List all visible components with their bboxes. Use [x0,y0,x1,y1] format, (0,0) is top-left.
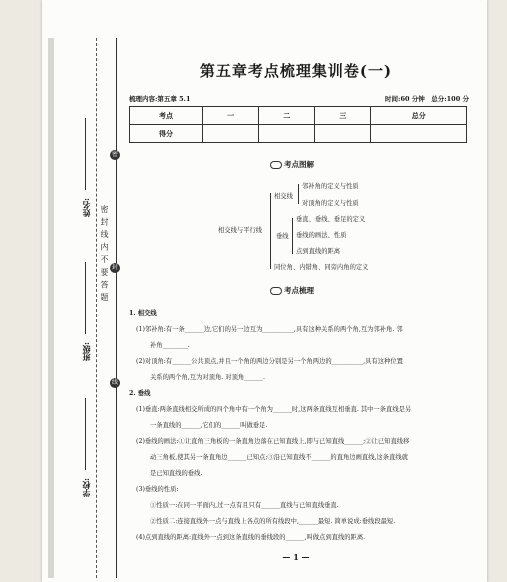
question-line: (2)垂线的画法:①让直角三角板的一条直角边落在已知直线上,即与已知直线______;②让已知直线移 [136,438,410,445]
school-label: 学校: [81,478,91,497]
page-number: — 1 — [282,552,310,562]
tree-brace [292,218,293,254]
tree-leaf: 垂线的画法、性质 [296,232,347,239]
question-line: ①性质一:在同一平面内,过一点有且只有______直线与已知直线垂直. [150,502,339,509]
tree-node-perpendicular: 垂线 [276,233,289,240]
question-line: 是已知直线的垂线. [150,470,203,477]
score-header-cell: 一 [203,107,259,125]
topic-heading-intersecting: 1. 相交线 [129,310,157,317]
seal-mark-1: 密 [111,151,118,158]
name-label: 姓名: [81,198,91,217]
tree-root: 相交线与平行线 [218,227,263,234]
tree-leaf: 邻补角的定义与性质 [302,183,359,190]
question-line: 关系的两个角,互为对顶角. 对顶角______. [150,374,266,381]
section-review-text: 考点梳理 [284,286,314,295]
score-cell[interactable] [203,125,259,143]
tree-brace [270,193,271,269]
tree-leaf: 点到直线的距离 [296,248,341,255]
question-line: 补角________. [150,342,190,349]
tree-leaf: 对顶角的定义与性质 [302,200,359,207]
name-field[interactable] [85,118,86,190]
score-cell[interactable] [259,125,315,143]
question-line: (2)对顶角:有______公共顶点,并且一个角的两边分别是另一个角两边的__________,具有这种位置 [136,358,403,365]
section-diagram-heading [270,159,314,170]
score-cell[interactable] [371,125,467,143]
topic-heading-perpendicular: 2. 垂线 [129,390,151,397]
cut-line [96,38,97,578]
meta-row [129,94,469,103]
question-line: (4)点到直线的距离:直线外一点到这条直线的垂线段的______,叫做点到直线的距离. [136,534,366,541]
binding-gutter [48,38,54,578]
question-line: (1)邻补角:有一条______边,它们的另一边互为__________,具有这种关系的两个角,互为邻补角. 邻 [136,326,403,333]
section-badge-icon [270,161,282,169]
seal-mark-2: 封 [111,264,118,271]
section-review-heading [270,285,314,296]
score-table [129,106,467,143]
question-line: ②性质二:连接直线外一点与直线上各点的所有线段中,______最短. 简单说成:垂线段最短. [150,518,396,525]
score-header-cell: 总分 [371,107,467,125]
tree-brace [298,184,299,204]
school-field[interactable] [85,398,86,470]
seal-line [116,38,117,578]
page-title: 第五章考点梳理集训卷(一) [199,62,393,80]
review-scope: 梳理内容:第五章 5.1 [129,95,191,103]
no-answer-warning: 密 封 线 内 不 要 答 题 [100,205,109,302]
question-line: (1)垂直:两条直线相交所成的四个角中有一个角为______时,这两条直线互相垂直. 其中一条直线是另 [136,406,412,413]
section-badge-icon [270,287,282,295]
section-diagram-text: 考点图解 [284,160,314,169]
tree-node-intersecting: 相交线 [274,193,293,200]
time-and-total: 时间:60 分钟 总分:100 分 [385,95,469,103]
score-row [130,125,467,143]
score-cell[interactable] [315,125,371,143]
question-line: 一条直线的______,它们的______叫做垂足. [150,422,268,429]
class-field[interactable] [85,262,86,334]
score-row-label: 得分 [130,125,203,143]
score-header-row [130,107,467,125]
score-header-cell: 二 [259,107,315,125]
tree-leaf: 垂直、垂线、垂足的定义 [296,216,366,223]
class-label: 班级: [81,342,91,361]
question-line: 动三角板,使其另一条直角边______已知点;③沿已知直线不______的直角边画直线,这条直线就 [150,454,408,461]
score-header-cell: 三 [315,107,371,125]
tree-node-angles: 同位角、内错角、同旁内角的定义 [274,264,369,271]
score-header-cell: 考点 [130,107,203,125]
seal-mark-3: 线 [111,379,118,386]
question-line: (3)垂线的性质: [136,486,179,493]
